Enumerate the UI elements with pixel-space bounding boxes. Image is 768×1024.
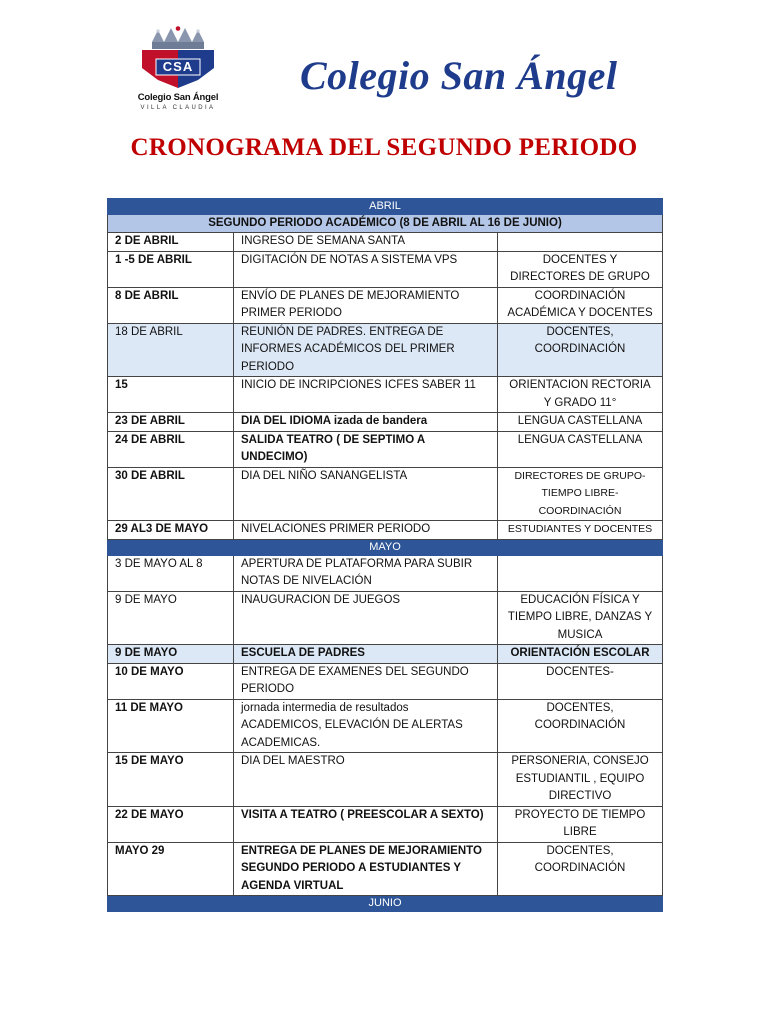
activity-cell: SALIDA TEATRO ( DE SEPTIMO A UNDECIMO) xyxy=(234,431,498,467)
responsible-cell: DOCENTES- xyxy=(498,663,663,699)
date-cell: 1 -5 DE ABRIL xyxy=(108,251,234,287)
activity-cell: ENTREGA DE EXAMENES DEL SEGUNDO PERIODO xyxy=(234,663,498,699)
logo-subtitle: VILLA CLAUDIA xyxy=(140,105,216,111)
activity-cell: ENVÍO DE PLANES DE MEJORAMIENTO PRIMER PERIODO xyxy=(234,287,498,323)
responsible-cell: PERSONERIA, CONSEJO ESTUDIANTIL , EQUIPO DIRECTIVO xyxy=(498,753,663,807)
month-label: ABRIL xyxy=(108,199,663,215)
date-cell: 18 DE ABRIL xyxy=(108,323,234,377)
responsible-cell: ESTUDIANTES Y DOCENTES xyxy=(498,521,663,540)
schedule-table xyxy=(107,198,663,912)
date-cell: MAYO 29 xyxy=(108,842,234,896)
responsible-cell: DOCENTES, COORDINACIÓN xyxy=(498,699,663,753)
table-row xyxy=(108,377,663,413)
month-label: JUNIO xyxy=(108,896,663,912)
date-cell: 29 AL3 DE MAYO xyxy=(108,521,234,540)
table-row xyxy=(108,233,663,252)
activity-cell: ENTREGA DE PLANES DE MEJORAMIENTO SEGUNDO PERIODO A ESTUDIANTES Y AGENDA VIRTUAL xyxy=(234,842,498,896)
month-header-abril xyxy=(108,199,663,215)
date-cell: 15 xyxy=(108,377,234,413)
date-cell: 23 DE ABRIL xyxy=(108,413,234,432)
activity-cell: ESCUELA DE PADRES xyxy=(234,645,498,664)
table-row xyxy=(108,555,663,591)
responsible-cell: DOCENTES Y DIRECTORES DE GRUPO xyxy=(498,251,663,287)
activity-cell: DIA DEL MAESTRO xyxy=(234,753,498,807)
activity-cell: INICIO DE INCRIPCIONES ICFES SABER 11 xyxy=(234,377,498,413)
activity-cell: INGRESO DE SEMANA SANTA xyxy=(234,233,498,252)
logo-school-name: Colegio San Ángel xyxy=(137,92,219,103)
date-cell: 2 DE ABRIL xyxy=(108,233,234,252)
table-row xyxy=(108,521,663,540)
document-title: CRONOGRAMA DEL SEGUNDO PERIODO xyxy=(130,134,638,161)
date-cell: 9 DE MAYO xyxy=(108,591,234,645)
activity-cell: NIVELACIONES PRIMER PERIODO xyxy=(234,521,498,540)
responsible-cell: LENGUA CASTELLANA xyxy=(498,431,663,467)
date-cell: 10 DE MAYO xyxy=(108,663,234,699)
period-subheader-text: SEGUNDO PERIODO ACADÉMICO (8 DE ABRIL AL 16 DE JUNIO) xyxy=(108,215,663,233)
date-cell: 9 DE MAYO xyxy=(108,645,234,664)
responsible-cell: COORDINACIÓN ACADÉMICA Y DOCENTES xyxy=(498,287,663,323)
table-row xyxy=(108,413,663,432)
activity-cell: APERTURA DE PLATAFORMA PARA SUBIR NOTAS DE NIVELACIÓN xyxy=(234,555,498,591)
activity-cell: DIGITACIÓN DE NOTAS A SISTEMA VPS xyxy=(234,251,498,287)
responsible-cell: DIRECTORES DE GRUPO-TIEMPO LIBRE-COORDINACIÓN xyxy=(498,467,663,521)
activity-cell: jornada intermedia de resultados ACADEMICOS, ELEVACIÓN DE ALERTAS ACADEMICAS. xyxy=(234,699,498,753)
date-cell: 15 DE MAYO xyxy=(108,753,234,807)
table-row xyxy=(108,806,663,842)
table-row xyxy=(108,663,663,699)
responsible-cell: LENGUA CASTELLANA xyxy=(498,413,663,432)
table-row xyxy=(108,467,663,521)
table-row xyxy=(108,251,663,287)
table-row xyxy=(108,842,663,896)
date-cell: 24 DE ABRIL xyxy=(108,431,234,467)
activity-cell: DIA DEL NIÑO SANANGELISTA xyxy=(234,467,498,521)
responsible-cell: DOCENTES, COORDINACIÓN xyxy=(498,323,663,377)
date-cell: 8 DE ABRIL xyxy=(108,287,234,323)
table-row xyxy=(108,287,663,323)
date-cell: 3 DE MAYO AL 8 xyxy=(108,555,234,591)
school-logo xyxy=(128,26,228,118)
date-cell: 30 DE ABRIL xyxy=(108,467,234,521)
table-row xyxy=(108,645,663,664)
table-row xyxy=(108,699,663,753)
responsible-cell: PROYECTO DE TIEMPO LIBRE xyxy=(498,806,663,842)
date-cell: 11 DE MAYO xyxy=(108,699,234,753)
month-header-mayo xyxy=(108,539,663,555)
responsible-cell: ORIENTACION RECTORIA Y GRADO 11° xyxy=(498,377,663,413)
month-label: MAYO xyxy=(108,539,663,555)
activity-cell: REUNIÓN DE PADRES. ENTREGA DE INFORMES ACADÉMICOS DEL PRIMER PERIODO xyxy=(234,323,498,377)
responsible-cell: EDUCACIÓN FÍSICA Y TIEMPO LIBRE, DANZAS Y MUSICA xyxy=(498,591,663,645)
school-name-heading: Colegio San Ángel xyxy=(300,53,618,98)
month-header-junio xyxy=(108,896,663,912)
responsible-cell xyxy=(498,555,663,591)
activity-cell: INAUGURACION DE JUEGOS xyxy=(234,591,498,645)
table-row xyxy=(108,591,663,645)
logo-initials: CSA xyxy=(162,59,194,74)
crown-icon xyxy=(152,26,204,49)
responsible-cell: DOCENTES, COORDINACIÓN xyxy=(498,842,663,896)
responsible-cell xyxy=(498,233,663,252)
date-cell: 22 DE MAYO xyxy=(108,806,234,842)
table-row xyxy=(108,753,663,807)
table-row xyxy=(108,323,663,377)
responsible-cell: ORIENTACIÓN ESCOLAR xyxy=(498,645,663,664)
period-subheader xyxy=(108,215,663,233)
table-row xyxy=(108,431,663,467)
activity-cell: VISITA A TEATRO ( PREESCOLAR A SEXTO) xyxy=(234,806,498,842)
activity-cell: DIA DEL IDIOMA izada de bandera xyxy=(234,413,498,432)
